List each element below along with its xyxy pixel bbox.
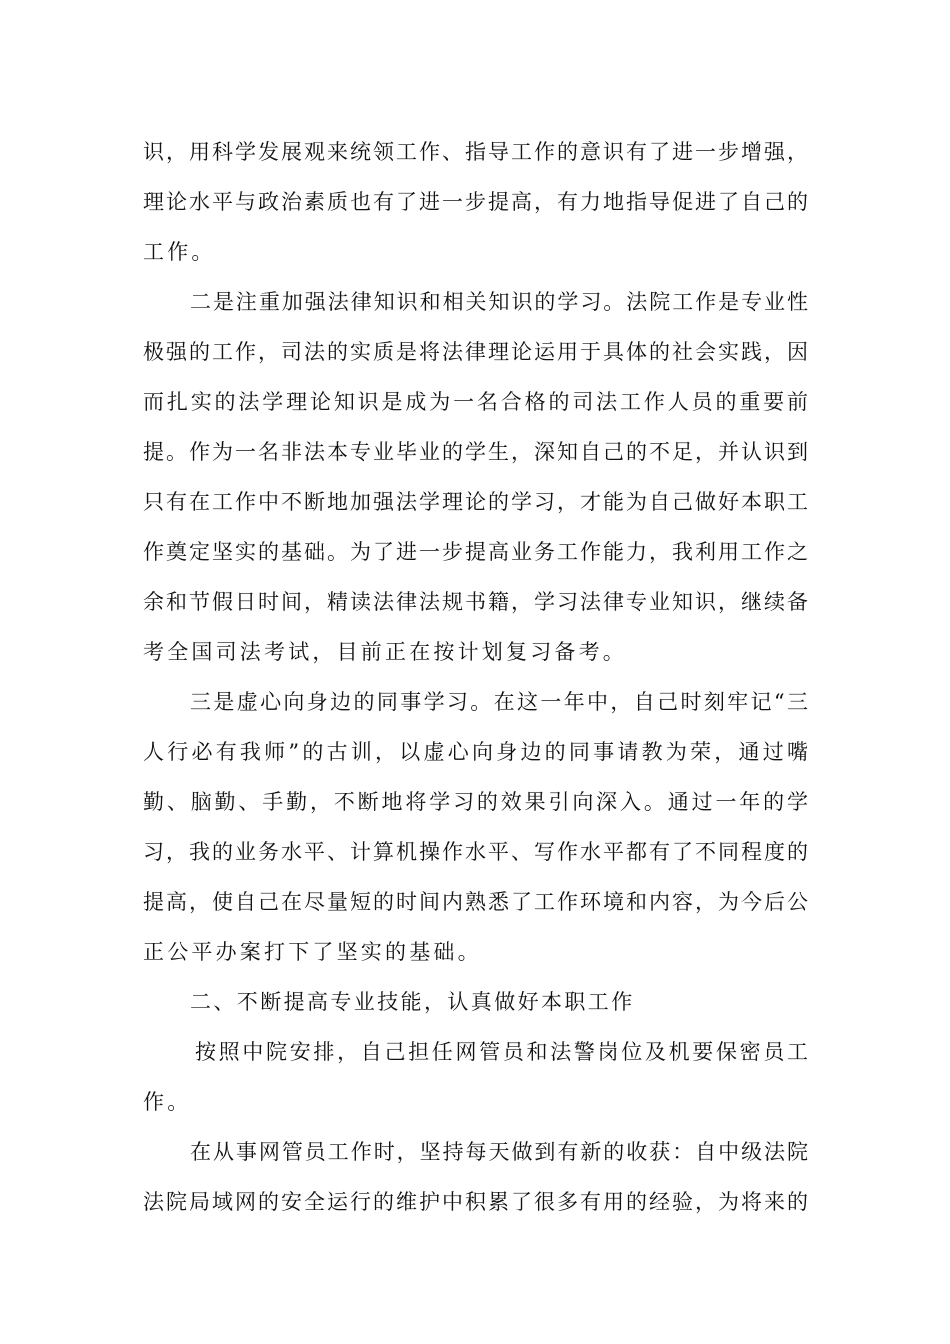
section-heading: 二、不断提高专业技能，认真做好本职工作 (190, 990, 635, 1014)
text-line: 而扎实的法学理论知识是成为一名合格的司法工作人员的重要前 (143, 390, 808, 414)
paragraph-first-line: 三是虚心向身边的同事学习。在这一年中，自己时刻牢记“三 (190, 690, 808, 714)
text-line: 识，用科学发展观来统领工作、指导工作的意识有了进一步增强， (143, 140, 808, 164)
text-line: 作奠定坚实的基础。为了进一步提高业务工作能力，我利用工作之 (143, 540, 808, 564)
paragraph-first-line: 二是注重加强法律知识和相关知识的学习。法院工作是专业性 (190, 290, 808, 314)
text-line: 作。 (143, 1090, 192, 1114)
text-line: 习，我的业务水平、计算机操作水平、写作水平都有了不同程度的 (143, 840, 808, 864)
text-line: 余和节假日时间，精读法律法规书籍，学习法律专业知识，继续备 (143, 590, 808, 614)
text-line: 只有在工作中不断地加强法学理论的学习，才能为自己做好本职工 (143, 490, 808, 514)
text-line: 法院局域网的安全运行的维护中积累了很多有用的经验，为将来的 (143, 1190, 808, 1214)
text-line: 考全国司法考试，目前正在按计划复习备考。 (143, 640, 627, 664)
text-line: 提。作为一名非法本专业毕业的学生，深知自己的不足，并认识到 (143, 440, 808, 464)
text-line: 提高，使自己在尽量短的时间内熟悉了工作环境和内容，为今后公 (143, 890, 808, 914)
text-line: 勤、脑勤、手勤，不断地将学习的效果引向深入。通过一年的学 (143, 790, 808, 814)
text-line: 极强的工作，司法的实质是将法律理论运用于具体的社会实践，因 (143, 340, 808, 364)
paragraph-first-line: 在从事网管员工作时，坚持每天做到有新的收获：自中级法院 (190, 1140, 808, 1164)
text-line: 工作。 (143, 240, 216, 264)
text-line: 正公平办案打下了坚实的基础。 (143, 940, 482, 964)
text-line: 理论水平与政治素质也有了进一步提高，有力地指导促进了自己的 (143, 190, 808, 214)
paragraph-first-line: 按照中院安排，自己担任网管员和法警岗位及机要保密员工 (195, 1040, 808, 1064)
text-line: 人行必有我师”的古训，以虚心向身边的同事请教为荣，通过嘴 (143, 740, 808, 764)
